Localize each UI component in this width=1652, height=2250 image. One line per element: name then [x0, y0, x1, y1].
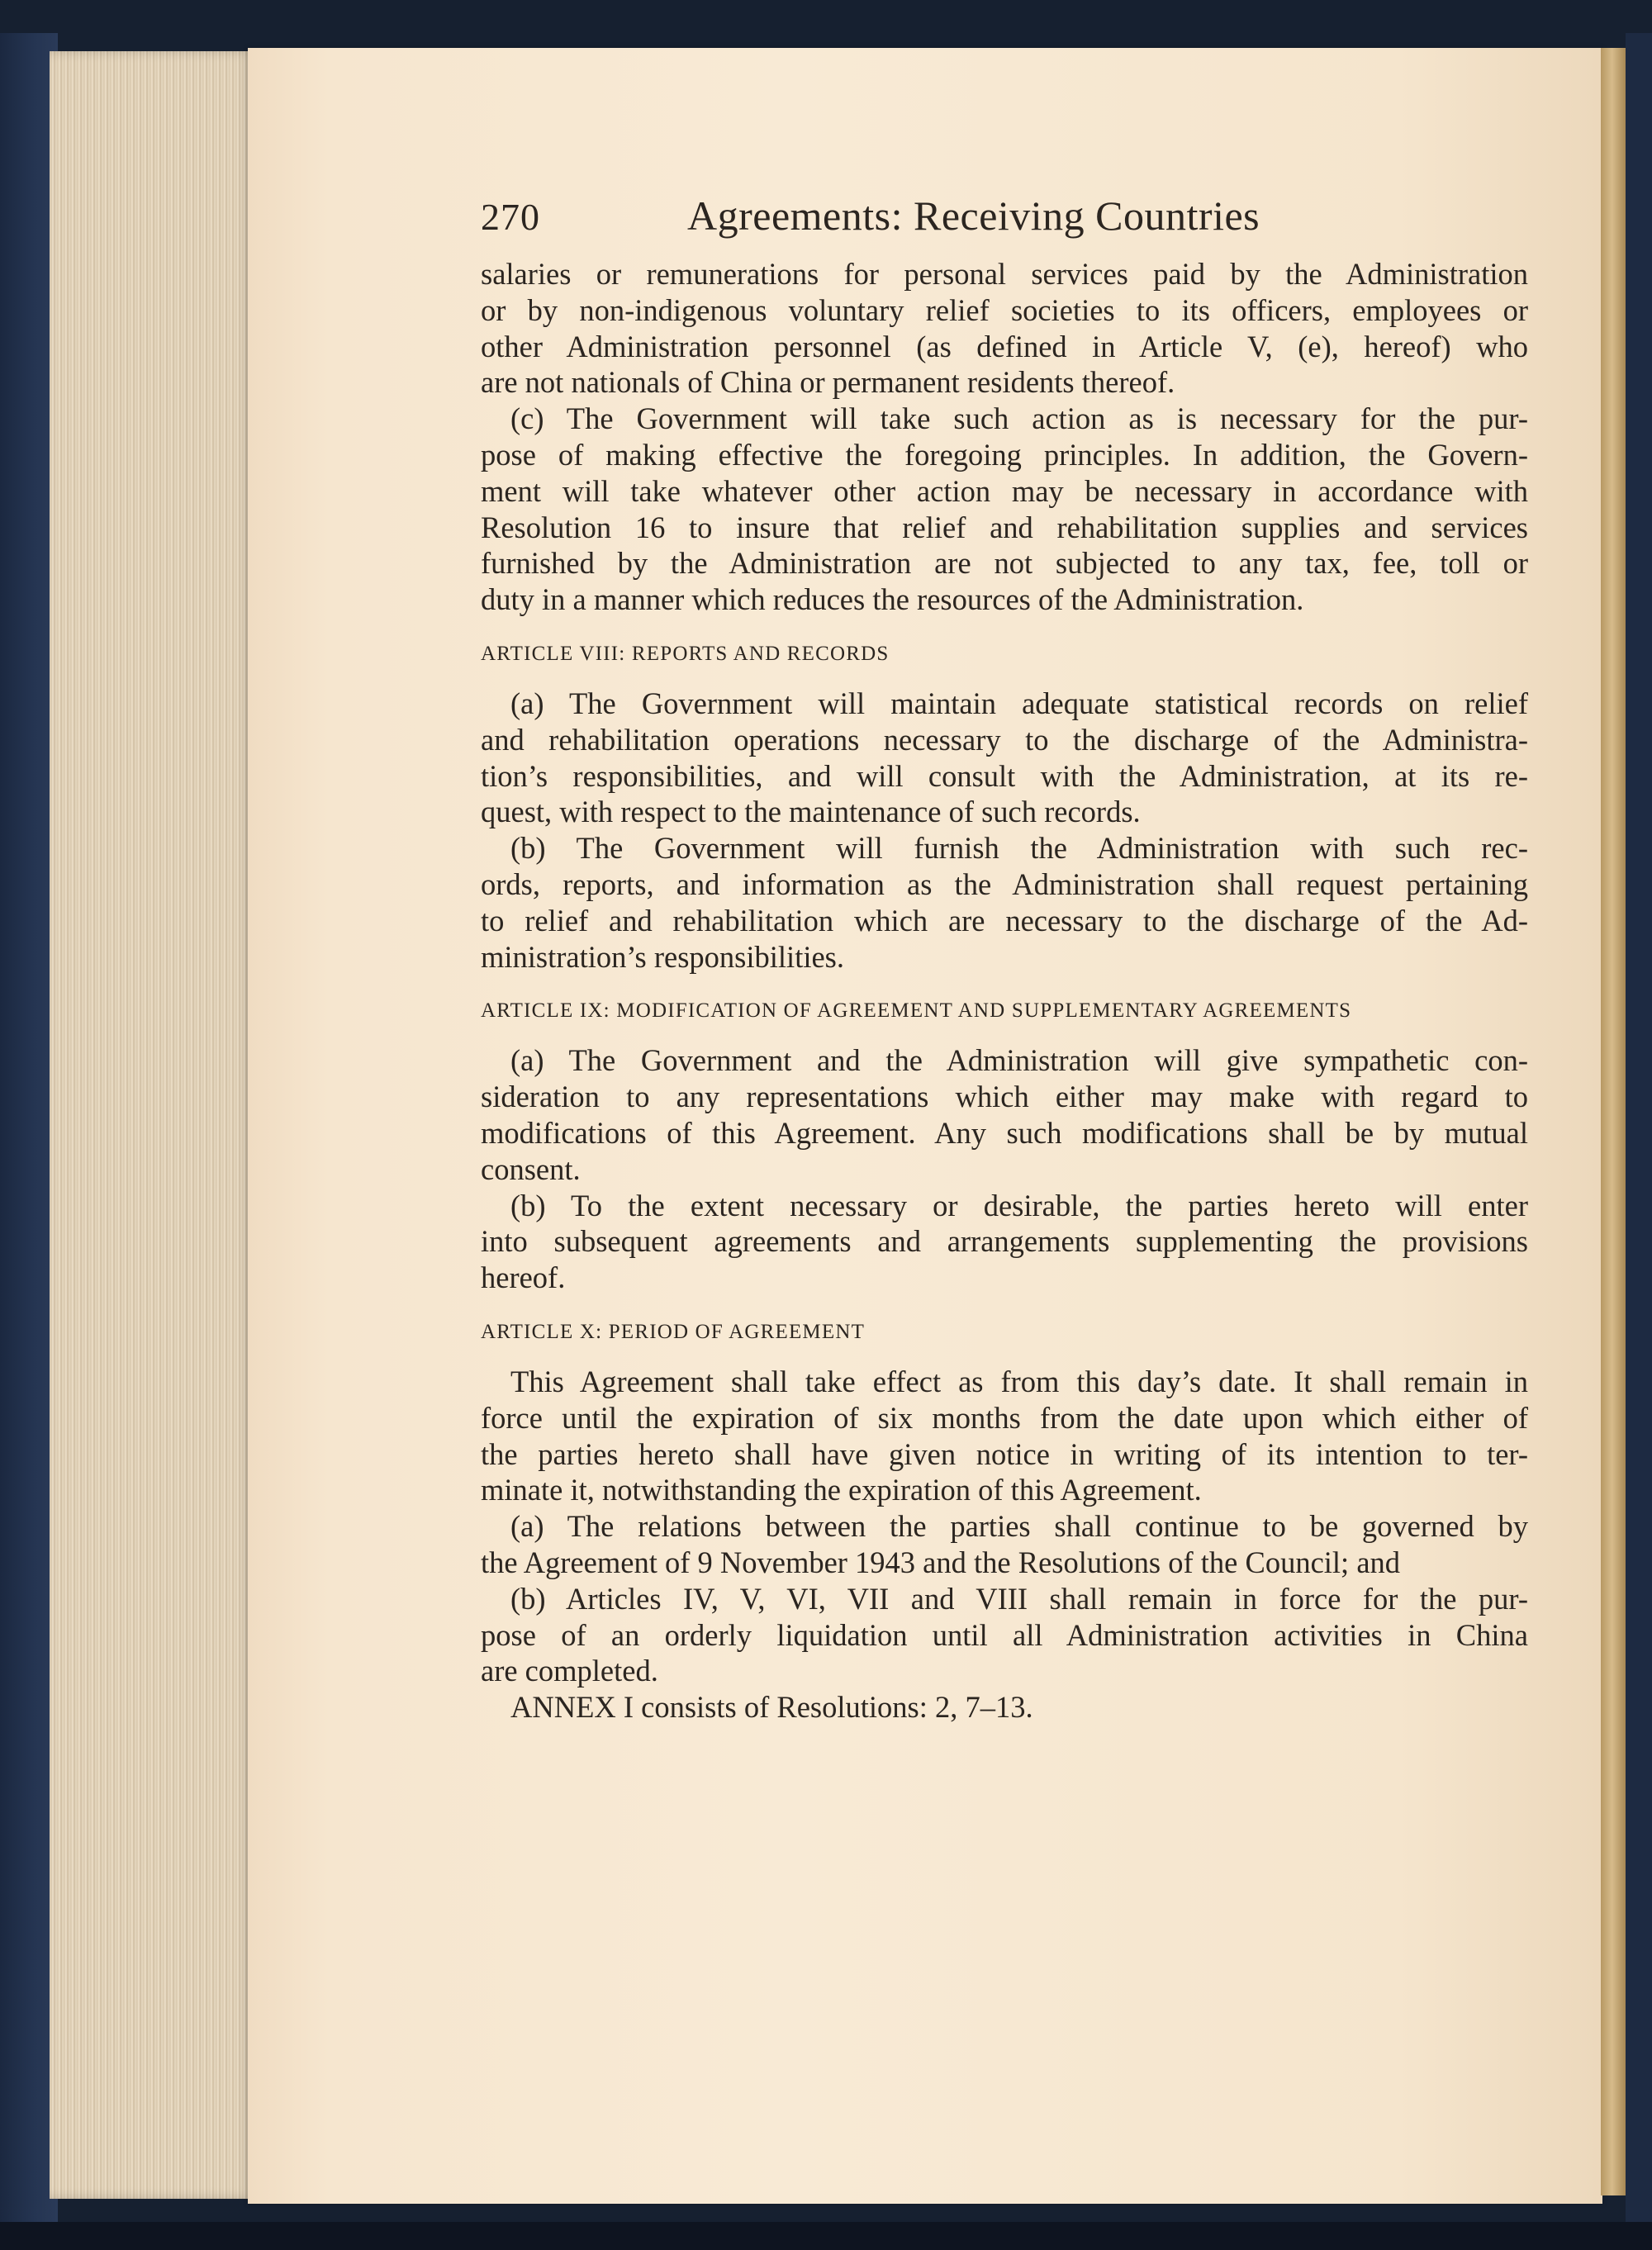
text-line: into subsequent agreements and arrangements supplementing the provisions: [481, 1224, 1528, 1259]
text-line: (b) To the extent necessary or desirable, the parties hereto will enter: [510, 1188, 1528, 1222]
text-line: This Agreement shall take effect as from this day’s date. It shall remain in: [510, 1364, 1528, 1398]
text-line: pose of making effective the foregoing principles. In addition, the Govern-: [481, 437, 1528, 472]
text-line: are not nationals of China or permanent residents thereof.: [481, 365, 1175, 400]
text-line: pose of an orderly liquidation until all Administration activities in China: [481, 1617, 1528, 1652]
book-cover-right: [1626, 33, 1652, 2230]
text-line: (b) The Government will furnish the Administration with such rec-: [510, 831, 1528, 866]
text-line: the Agreement of 9 November 1943 and the Resolutions of the Council; and: [481, 1545, 1401, 1579]
text-line: the parties hereto shall have given notice in writing of its intention to ter-: [481, 1436, 1528, 1471]
running-head: [481, 192, 1528, 256]
running-head-title: Agreements: Receiving Countries: [687, 192, 1260, 239]
text-line: or by non-indigenous voluntary relief societies to its officers, employees or: [481, 292, 1528, 327]
article-heading: ARTICLE X: PERIOD OF AGREEMENT: [481, 1320, 866, 1343]
page-edges: [50, 51, 254, 2199]
page-number: 270: [481, 196, 540, 238]
paragraph: [481, 1508, 1528, 1581]
text-line: (a) The Government and the Administration will give sympathetic con-: [510, 1043, 1528, 1078]
paragraph: [481, 1188, 1528, 1296]
text-line: to relief and rehabilitation which are necessary to the discharge of the Ad-: [481, 903, 1528, 938]
article-heading: ARTICLE IX: MODIFICATION OF AGREEMENT AND SUPPLEMENTARY AGREEMENTS: [481, 999, 1352, 1023]
text-line: consent.: [481, 1151, 581, 1186]
paragraph: [481, 686, 1528, 830]
text-line: are completed.: [481, 1654, 658, 1688]
text-line: modifications of this Agreement. Any such modifications shall be by mutual: [481, 1115, 1528, 1150]
text-line: ment will take whatever other action may be necessary in accordance with: [481, 473, 1528, 508]
paragraph: [481, 1364, 1528, 1508]
text-line: (a) The relations between the parties shall continue to be governed by: [510, 1509, 1528, 1544]
text-line: minate it, notwithstanding the expiration of this Agreement.: [481, 1473, 1202, 1507]
body-text: [481, 256, 1528, 1725]
paragraph: [481, 1689, 1528, 1725]
text-line: sideration to any representations which either may make with regard to: [481, 1080, 1528, 1114]
text-line: force until the expiration of six months from the date upon which either of: [481, 1400, 1528, 1435]
text-line: other Administration personnel (as defined in Article V, (e), hereof) who: [481, 329, 1528, 363]
text-line: and rehabilitation operations necessary to the discharge of the Administra-: [481, 722, 1528, 757]
text-line: salaries or remunerations for personal services paid by the Administration: [481, 257, 1528, 291]
scan-bottom-strip: [0, 2222, 1652, 2250]
text-line: hereof.: [481, 1260, 566, 1295]
text-line: tion’s responsibilities, and will consult with the Administration, at its re-: [481, 758, 1528, 793]
text-line: furnished by the Administration are not subjected to any tax, fee, toll or: [481, 546, 1528, 581]
text-line: duty in a manner which reduces the resources of the Administration.: [481, 582, 1304, 617]
paragraph: [481, 401, 1528, 618]
text-line: Resolution 16 to insure that relief and rehabilitation supplies and services: [481, 510, 1528, 544]
text-line: quest, with respect to the maintenance of such records.: [481, 795, 1141, 829]
text-line: ANNEX I consists of Resolutions: 2, 7–13.: [510, 1690, 1033, 1725]
paragraph: [481, 1581, 1528, 1689]
paragraph: [481, 256, 1528, 401]
text-line: ministration’s responsibilities.: [481, 939, 845, 974]
text-line: ords, reports, and information as the Administration shall request pertaining: [481, 866, 1528, 901]
paragraph: [481, 830, 1528, 975]
text-line: (b) Articles IV, V, VI, VII and VIII shall remain in force for the pur-: [510, 1581, 1528, 1616]
paragraph: [481, 1042, 1528, 1187]
page-edge-right: [1601, 48, 1629, 2195]
page-text: [481, 192, 1528, 1725]
text-line: (a) The Government will maintain adequate statistical records on relief: [510, 686, 1528, 720]
text-line: (c) The Government will take such action as is necessary for the pur-: [510, 401, 1528, 436]
article-heading: ARTICLE VIII: REPORTS AND RECORDS: [481, 642, 890, 665]
